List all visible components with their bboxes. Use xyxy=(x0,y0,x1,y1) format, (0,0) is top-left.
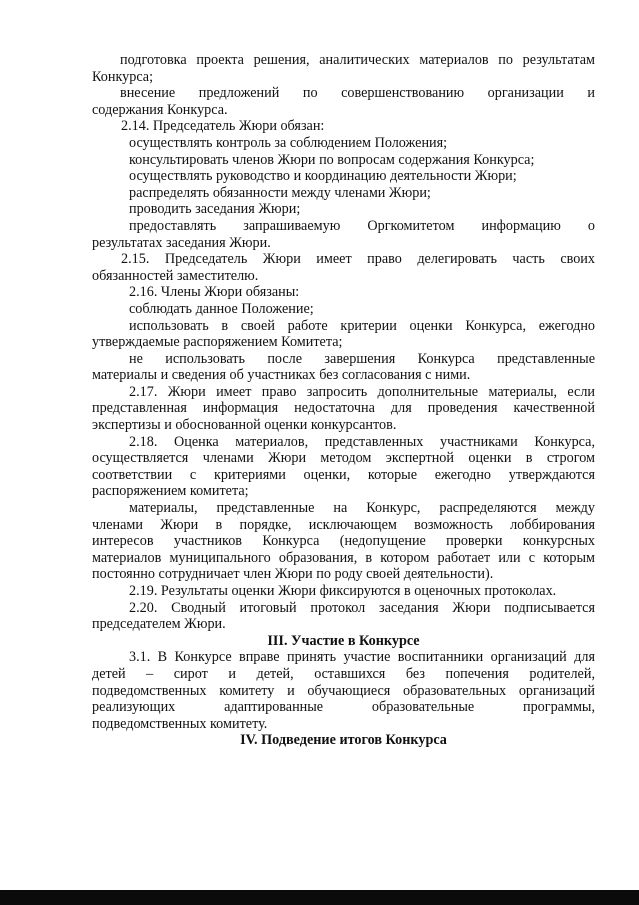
text-line: подготовка проекта решения, аналитических материалов по результатам xyxy=(120,52,595,68)
scan-edge-bar xyxy=(0,890,639,905)
text-line: подведомственных комитету. xyxy=(92,715,268,732)
text-line: председателем Жюри. xyxy=(92,616,226,633)
section-4-heading: IV. Подведение итогов Конкурса xyxy=(240,732,447,749)
clause-2-20: 2.20. Сводный итоговый протокол заседания Жюри подписывается xyxy=(129,599,595,616)
text-line: содержания Конкурса. xyxy=(92,101,228,118)
text-line: соответствии с критериями оценки, которые ежегодно утверждаются xyxy=(92,466,595,483)
text-line: материалов муниципального образования, в котором работает или с которым xyxy=(92,549,595,566)
list-item: осуществлять контроль за соблюдением Положения; xyxy=(129,134,448,151)
list-item: использовать в своей работе критерии оценки Конкурса, ежегодно xyxy=(129,317,595,334)
text-line: материалы, представленные на Конкурс, распределяются между xyxy=(129,500,595,517)
text-line: утверждаемые распоряжением Комитета; xyxy=(92,334,343,351)
clause-2-17: 2.17. Жюри имеет право запросить дополнительные материалы, если xyxy=(129,383,595,400)
section-3-heading: III. Участие в Конкурсе xyxy=(267,632,420,649)
text-line: экспертизы и обоснованной оценки конкурсантов. xyxy=(92,417,397,434)
text-line: интересов участников Конкурса (недопущение проверки конкурсных xyxy=(92,533,595,550)
text-line: Конкурса; xyxy=(92,68,154,85)
list-item: распределять обязанности между членами Жюри; xyxy=(129,184,431,201)
document-page xyxy=(92,52,595,749)
list-item: консультировать членов Жюри по вопросам содержания Конкурса; xyxy=(129,151,535,168)
text-line: результатах заседания Жюри. xyxy=(92,234,271,251)
clause-3-1: 3.1. В Конкурсе вправе принять участие воспитанники организаций для xyxy=(129,649,595,666)
list-item: предоставлять запрашиваемую Оргкомитетом информацию о xyxy=(129,217,595,234)
text-line: осуществляется членами Жюри методом экспертной оценки в строгом xyxy=(92,450,595,467)
list-item: соблюдать данное Положение; xyxy=(129,300,314,317)
text-line: материалы и сведения об участниках без согласования с ними. xyxy=(92,367,471,384)
list-item: осуществлять руководство и координацию деятельности Жюри; xyxy=(129,168,517,185)
clause-2-15: 2.15. Председатель Жюри имеет право делегировать часть своих xyxy=(121,251,595,268)
text-line: подведомственных комитету и обучающиеся образовательных организаций xyxy=(92,682,595,699)
text-line: внесение предложений по совершенствованию организации и xyxy=(120,85,595,102)
text-line: членами Жюри в порядке, исключающем возможность лоббирования xyxy=(92,516,595,533)
text-line: распоряжением комитета; xyxy=(92,483,249,500)
text-line: постоянно сотрудничает член Жюри по роду своей деятельности). xyxy=(92,566,494,583)
clause-2-19: 2.19. Результаты оценки Жюри фиксируются в оценочных протоколах. xyxy=(129,583,557,599)
text-line: реализующих адаптированные образовательные программы, xyxy=(92,699,595,716)
text-line: представленная информация недостаточна для проведения качественной xyxy=(92,400,595,417)
list-item: не использовать после завершения Конкурса представленные xyxy=(129,350,595,367)
clause-2-14: 2.14. Председатель Жюри обязан: xyxy=(121,118,325,135)
clause-2-16: 2.16. Члены Жюри обязаны: xyxy=(129,284,300,301)
text-line: обязанностей заместителю. xyxy=(92,267,259,284)
list-item: проводить заседания Жюри; xyxy=(129,201,301,218)
clause-2-18: 2.18. Оценка материалов, представленных участниками Конкурса, xyxy=(129,433,595,450)
text-line: детей – сирот и детей, оставшихся без попечения родителей, xyxy=(92,665,595,682)
